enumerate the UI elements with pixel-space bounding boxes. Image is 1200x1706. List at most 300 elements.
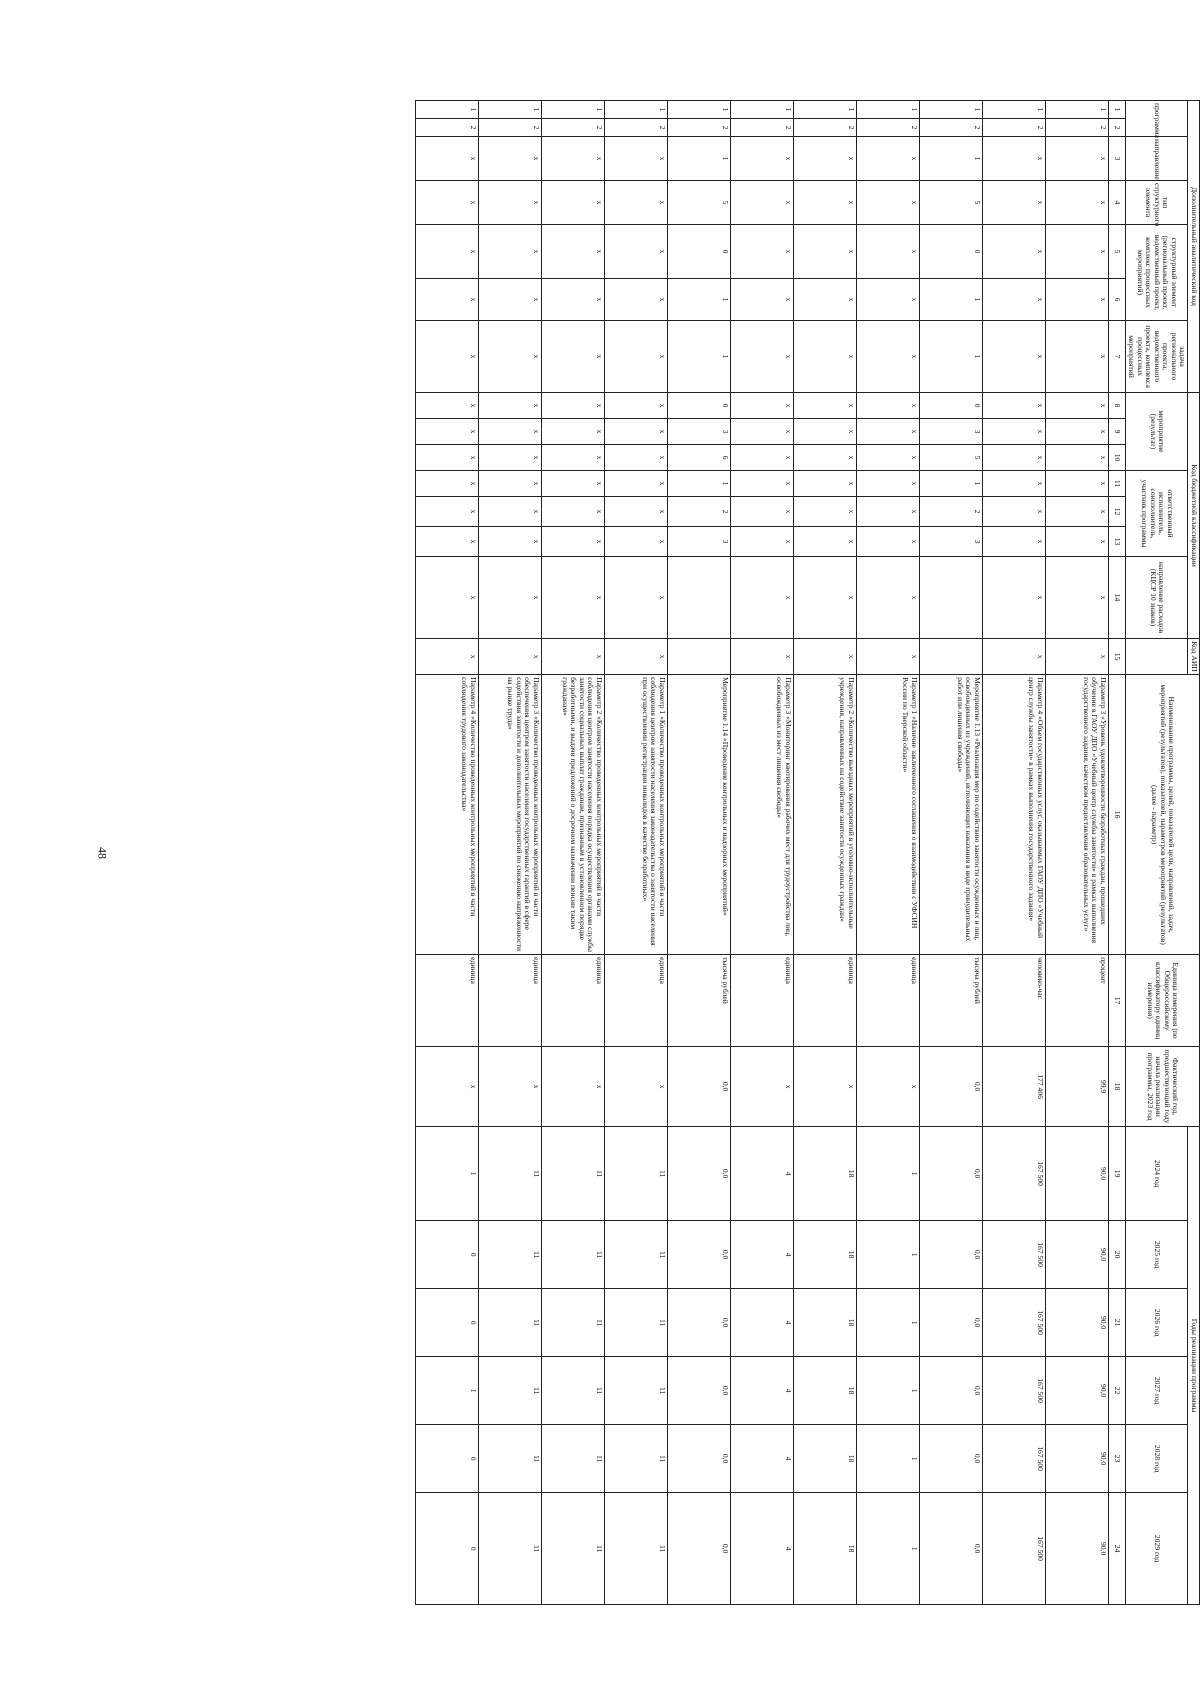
rotated-table-wrapper (180, 100, 1200, 1590)
code-cell: х (1046, 497, 1109, 527)
code-cell: х (983, 527, 1046, 557)
code-cell: х (479, 527, 542, 557)
code-cell: х (479, 557, 542, 639)
row-name: Параметр 3 «Уровень удовлетворенности безработных граждан, прошедших обучение в ГАОУ ДПО «Учебный центр службы занятости» в рамках выполнения государственного задания, качеством предоставления образовательных услуг» (1046, 675, 1109, 955)
code-cell: х (479, 497, 542, 527)
header-struct-type: тип структурного элемента (1126, 181, 1189, 225)
year-value: 0,0 (668, 1221, 731, 1289)
code-cell: 6 (668, 445, 731, 471)
year-value: 4 (731, 1289, 794, 1357)
column-number: 9 (1109, 419, 1126, 445)
code-cell: х (542, 445, 605, 471)
code-cell: х (794, 181, 857, 225)
code-cell: 2 (920, 497, 983, 527)
code-cell: х (416, 639, 479, 675)
code-cell: х (857, 137, 920, 181)
year-value: 0 (416, 1425, 479, 1493)
code-cell: х (983, 445, 1046, 471)
table-row (416, 101, 479, 1605)
code-cell: х (1046, 393, 1109, 419)
code-cell: х (857, 557, 920, 639)
code-cell: х (983, 393, 1046, 419)
code-cell: х (605, 497, 668, 527)
header-measure: мероприятие (результат) (1126, 393, 1189, 471)
code-cell: х (731, 557, 794, 639)
year-value: 11 (605, 1425, 668, 1493)
code-cell: х (857, 471, 920, 497)
code-cell: х (479, 137, 542, 181)
code-cell: х (731, 225, 794, 279)
code-cell: х (479, 321, 542, 393)
year-value: 90,0 (1046, 1425, 1109, 1493)
code-cell: х (731, 279, 794, 321)
header-year-2027: 2027 год (1126, 1357, 1189, 1425)
year-value: 11 (605, 1289, 668, 1357)
code-cell: х (983, 225, 1046, 279)
code-cell: х (416, 471, 479, 497)
code-cell: х (983, 137, 1046, 181)
code-cell: х (983, 181, 1046, 225)
code-cell: 1 (668, 279, 731, 321)
column-number: 24 (1109, 1493, 1126, 1605)
code-cell: х (1046, 225, 1109, 279)
code-cell: х (542, 137, 605, 181)
code-cell: 1 (920, 279, 983, 321)
year-value: 18 (794, 1357, 857, 1425)
fact-value: 177 406 (983, 1047, 1046, 1127)
unit-cell: процент (1046, 955, 1109, 1047)
column-number: 8 (1109, 393, 1126, 419)
code-cell: х (794, 419, 857, 445)
code-cell: 2 (731, 119, 794, 137)
code-cell (920, 639, 983, 675)
code-cell: х (479, 225, 542, 279)
year-value: 1 (857, 1493, 920, 1605)
code-cell: х (416, 419, 479, 445)
column-number: 16 (1109, 675, 1126, 955)
table-row (731, 101, 794, 1605)
code-cell: х (542, 225, 605, 279)
code-cell: х (983, 557, 1046, 639)
column-number: 17 (1109, 955, 1126, 1047)
row-name: Параметр 4 «Объем государственных услуг, оказываемых ГАОУ ДПО «Учебный центр службы занятости» в рамках выполнения государственного задания» (983, 675, 1046, 955)
year-value: 4 (731, 1425, 794, 1493)
year-value: 11 (605, 1357, 668, 1425)
column-number: 1 (1109, 101, 1126, 119)
column-number: 20 (1109, 1221, 1126, 1289)
row-name: Параметр 4 «Количество проведенных контрольных мероприятий в части соблюдения трудового законодательства» (416, 675, 479, 955)
year-value: 0,0 (668, 1289, 731, 1357)
year-value: 11 (542, 1425, 605, 1493)
code-cell: х (857, 527, 920, 557)
header-year-2026: 2026 год (1126, 1289, 1189, 1357)
code-cell: х (1046, 471, 1109, 497)
year-value: 4 (731, 1493, 794, 1605)
unit-cell: тысяча рублей (668, 955, 731, 1047)
year-value: 11 (542, 1493, 605, 1605)
code-cell: х (416, 137, 479, 181)
code-cell: х (857, 321, 920, 393)
code-cell: х (605, 279, 668, 321)
column-number: 12 (1109, 497, 1126, 527)
unit-cell: единица (731, 955, 794, 1047)
fact-value: х (479, 1047, 542, 1127)
unit-cell: человеко-час (983, 955, 1046, 1047)
code-cell: 5 (920, 445, 983, 471)
table-row (479, 101, 542, 1605)
table-row (857, 101, 920, 1605)
code-cell: 1 (920, 471, 983, 497)
code-cell: 1 (920, 101, 983, 119)
code-cell: х (983, 321, 1046, 393)
code-cell: 1 (983, 101, 1046, 119)
code-cell: х (416, 497, 479, 527)
code-cell: х (794, 471, 857, 497)
year-value: 1 (857, 1289, 920, 1357)
fact-value: х (794, 1047, 857, 1127)
row-name: Параметр 3 «Мониторинг квотирования рабочих мест для трудоустройства лиц, освобожденных из мест лишения свободы» (731, 675, 794, 955)
code-cell: х (731, 497, 794, 527)
row-name: Параметр 2 «Количество проведенных контрольных мероприятий в части соблюдения центром занятости населения порядка осуществления органами службы занятости социальных выплат гражданам, признанным в установленном порядке безработными, и выдачи предложений о досрочном назначении пенсии таким гражданам» (542, 675, 605, 955)
code-cell: х (731, 393, 794, 419)
code-cell: 1 (920, 137, 983, 181)
code-cell: х (605, 557, 668, 639)
column-number: 6 (1109, 279, 1126, 321)
code-cell: х (542, 471, 605, 497)
year-value: 0,0 (920, 1289, 983, 1357)
header-aip-empty (1126, 639, 1189, 675)
year-value: 167 500 (983, 1357, 1046, 1425)
year-value: 11 (479, 1425, 542, 1493)
fact-value: х (731, 1047, 794, 1127)
table-row (605, 101, 668, 1605)
column-number: 3 (1109, 137, 1126, 181)
code-cell: х (542, 393, 605, 419)
code-cell: 3 (668, 527, 731, 557)
code-cell: х (794, 279, 857, 321)
code-cell: 2 (983, 119, 1046, 137)
year-value: 167 500 (983, 1425, 1046, 1493)
year-value: 90,0 (1046, 1289, 1109, 1357)
header-name: Наименование программы, целей, показателей цели, направлений, задач, мероприятий (результатов), показателей, параметров мероприятий (результатов) (далее - параметр) (1126, 675, 1200, 955)
fact-value: х (605, 1047, 668, 1127)
year-value: 0,0 (668, 1357, 731, 1425)
code-cell: 2 (668, 119, 731, 137)
code-cell: 0 (920, 393, 983, 419)
year-value: 90,0 (1046, 1221, 1109, 1289)
header-fact-year: Фактический год, предшествующий году начала реализации программы, 2023 год (1126, 1047, 1200, 1127)
unit-cell: единица (479, 955, 542, 1047)
column-number-row (1109, 101, 1126, 1605)
column-number: 11 (1109, 471, 1126, 497)
code-cell: х (1046, 557, 1109, 639)
code-cell: х (416, 527, 479, 557)
header-direction: направление (1126, 137, 1189, 181)
header-unit: Единица измерения (по Общероссийскому классификатору единиц измерения) (1126, 955, 1200, 1047)
year-value: 167 500 (983, 1221, 1046, 1289)
unit-cell: единица (605, 955, 668, 1047)
year-value: 1 (416, 1127, 479, 1221)
code-cell: 0 (668, 225, 731, 279)
code-cell: х (983, 471, 1046, 497)
column-number: 21 (1109, 1289, 1126, 1357)
code-cell: х (794, 225, 857, 279)
year-value: 0 (416, 1289, 479, 1357)
code-cell: х (794, 321, 857, 393)
code-cell: х (542, 419, 605, 445)
table-row (1046, 101, 1109, 1605)
header-task: задача регионального проекта, ведомственного проекта, комплекса процессных мероприятий (1126, 321, 1189, 393)
code-cell: х (416, 279, 479, 321)
year-value: 0,0 (920, 1221, 983, 1289)
unit-cell: единица (857, 955, 920, 1047)
fact-value: 99,9 (1046, 1047, 1109, 1127)
code-cell: х (731, 321, 794, 393)
code-cell: 5 (920, 181, 983, 225)
code-cell: х (542, 321, 605, 393)
code-cell: х (479, 181, 542, 225)
year-value: 0,0 (668, 1425, 731, 1493)
year-value: 4 (731, 1221, 794, 1289)
code-cell: 2 (416, 119, 479, 137)
year-value: 0,0 (920, 1127, 983, 1221)
column-number: 23 (1109, 1425, 1126, 1493)
year-value: 0,0 (668, 1127, 731, 1221)
year-value: 1 (857, 1425, 920, 1493)
table-body (416, 101, 1126, 1605)
year-value: 11 (542, 1221, 605, 1289)
year-value: 11 (605, 1493, 668, 1605)
code-cell: х (542, 497, 605, 527)
year-value: 11 (542, 1357, 605, 1425)
row-name: Параметр 2 «Количество выездных мероприятий в уголовно-исполнительные учреждения, направленных на содействие занятости осужденных граждан» (794, 675, 857, 955)
unit-cell: единица (794, 955, 857, 1047)
code-cell: х (794, 137, 857, 181)
column-number: 18 (1109, 1047, 1126, 1127)
header-year-2025: 2025 год (1126, 1221, 1189, 1289)
code-cell: х (731, 527, 794, 557)
code-cell: х (983, 279, 1046, 321)
code-cell: х (794, 527, 857, 557)
year-value: 11 (542, 1127, 605, 1221)
table-row (668, 101, 731, 1605)
code-cell: х (479, 393, 542, 419)
code-cell: х (1046, 527, 1109, 557)
fact-value: х (416, 1047, 479, 1127)
code-cell: х (416, 393, 479, 419)
code-cell: х (605, 393, 668, 419)
year-value: 1 (416, 1357, 479, 1425)
code-cell: х (794, 445, 857, 471)
header-program: программа (1126, 101, 1189, 137)
year-value: 167 500 (983, 1493, 1046, 1605)
code-cell: х (479, 445, 542, 471)
column-number: 13 (1109, 527, 1126, 557)
fact-value: х (542, 1047, 605, 1127)
code-cell: х (794, 639, 857, 675)
code-cell: х (983, 639, 1046, 675)
year-value: 18 (794, 1425, 857, 1493)
code-cell: х (1046, 279, 1109, 321)
code-cell: х (1046, 639, 1109, 675)
code-cell: х (857, 279, 920, 321)
year-value: 90,0 (1046, 1127, 1109, 1221)
year-value: 11 (479, 1357, 542, 1425)
column-number: 7 (1109, 321, 1126, 393)
fact-value: 0,0 (668, 1047, 731, 1127)
year-value: 0,0 (920, 1493, 983, 1605)
code-cell: 2 (542, 119, 605, 137)
code-cell: х (731, 419, 794, 445)
code-cell: 1 (605, 101, 668, 119)
code-cell: 1 (731, 101, 794, 119)
code-cell: 3 (920, 527, 983, 557)
code-cell: х (794, 497, 857, 527)
column-number: 14 (1109, 557, 1126, 639)
fact-value: 0,0 (920, 1047, 983, 1127)
code-cell: х (605, 181, 668, 225)
year-value: 4 (731, 1357, 794, 1425)
year-value: 18 (794, 1289, 857, 1357)
table-row (794, 101, 857, 1605)
code-cell: 2 (668, 497, 731, 527)
code-cell: 1 (479, 101, 542, 119)
code-cell (920, 557, 983, 639)
code-cell: х (857, 393, 920, 419)
code-cell: х (983, 497, 1046, 527)
code-cell: х (731, 181, 794, 225)
year-value: 90,0 (1046, 1493, 1109, 1605)
code-cell: 1 (416, 101, 479, 119)
code-cell: х (794, 557, 857, 639)
code-cell: х (416, 225, 479, 279)
code-cell: х (605, 225, 668, 279)
code-cell: х (416, 557, 479, 639)
code-cell: 3 (668, 419, 731, 445)
table-row (542, 101, 605, 1605)
fact-value: х (857, 1047, 920, 1127)
row-name: Параметр 3 «Количество проведенных контрольных мероприятий в части обеспечения центром занятости населения государственных гарантий в сфере содействия занятости и дополнительных мероприятий по снижению напряженности на рынке труда» (479, 675, 542, 955)
year-value: 0 (416, 1493, 479, 1605)
year-value: 11 (479, 1127, 542, 1221)
code-cell: 1 (668, 101, 731, 119)
code-cell: 2 (857, 119, 920, 137)
program-table (415, 100, 1200, 1605)
unit-cell: тысяча рублей (920, 955, 983, 1047)
column-number: 2 (1109, 119, 1126, 137)
code-cell: 1 (857, 101, 920, 119)
code-cell: х (1046, 181, 1109, 225)
code-cell: х (731, 137, 794, 181)
code-cell: х (542, 181, 605, 225)
header-executor: ответственный исполнитель, соисполнитель, участник программы (1126, 471, 1189, 557)
code-cell: х (857, 419, 920, 445)
header-year-2024: 2024 год (1126, 1127, 1189, 1221)
code-cell: х (1046, 419, 1109, 445)
year-value: 18 (794, 1221, 857, 1289)
column-number: 4 (1109, 181, 1126, 225)
year-value: 4 (731, 1127, 794, 1221)
year-value: 0,0 (920, 1425, 983, 1493)
header-year-2028: 2028 год (1126, 1425, 1189, 1493)
year-value: 167 500 (983, 1289, 1046, 1357)
code-cell: х (605, 639, 668, 675)
code-cell: х (857, 181, 920, 225)
code-cell: х (416, 445, 479, 471)
column-number: 5 (1109, 225, 1126, 279)
code-cell: х (479, 639, 542, 675)
column-number: 19 (1109, 1127, 1126, 1221)
header-struct-elem: структурный элемент (региональный проект, ведомственный проект, комплекс процессных мероприятий) (1126, 225, 1189, 321)
header-aip-code: Код АИП (1188, 639, 1200, 675)
code-cell: 2 (794, 119, 857, 137)
year-value: 11 (542, 1289, 605, 1357)
year-value: 0 (416, 1221, 479, 1289)
page-number: 48 (95, 847, 110, 859)
code-cell: х (479, 279, 542, 321)
code-cell: 2 (920, 119, 983, 137)
code-cell: х (605, 419, 668, 445)
code-cell: х (731, 639, 794, 675)
header-years: Годы реализации программы (1188, 1127, 1200, 1605)
code-cell: х (731, 471, 794, 497)
year-value: 11 (479, 1221, 542, 1289)
year-value: 1 (857, 1357, 920, 1425)
row-name: Параметр 1 «Количество проведенных контрольных мероприятий в части соблюдения центром занятости населения законодательства о занятости населения при осуществлении регистрации инвалидов в качестве безработных» (605, 675, 668, 955)
code-cell: 2 (605, 119, 668, 137)
year-value: 0,0 (668, 1493, 731, 1605)
code-cell: 1 (668, 321, 731, 393)
header-year-2029: 2029 год (1126, 1493, 1189, 1605)
code-cell: х (542, 557, 605, 639)
code-cell (668, 557, 731, 639)
code-cell: х (416, 321, 479, 393)
code-cell: х (416, 181, 479, 225)
code-cell: 5 (668, 181, 731, 225)
code-cell: х (542, 279, 605, 321)
code-cell: х (1046, 137, 1109, 181)
code-cell: 0 (920, 225, 983, 279)
unit-cell: единица (542, 955, 605, 1047)
code-cell: 1 (668, 471, 731, 497)
unit-cell: единица (416, 955, 479, 1047)
header-budget-code: Код бюджетной классификации (1188, 393, 1200, 639)
code-cell: х (479, 419, 542, 445)
year-value: 18 (794, 1127, 857, 1221)
code-cell: х (479, 471, 542, 497)
code-cell: х (542, 639, 605, 675)
code-cell: 1 (542, 101, 605, 119)
column-number: 22 (1109, 1357, 1126, 1425)
row-name: Параметр 1 «Наличие заключенного соглашения о взаимодействии с УФСИН России по Тверской области» (857, 675, 920, 955)
code-cell: 1 (668, 137, 731, 181)
table-row (920, 101, 983, 1605)
header-expense: направление расходов (КЦСР 10 знаков) (1126, 557, 1189, 639)
row-name: Мероприятие 1.13 «Реализация мер по содействию занятости осужденных и лиц, освобожденных из учреждений, исполняющих наказания в виде принудительных работ или лишения свободы» (920, 675, 983, 955)
year-value: 11 (479, 1289, 542, 1357)
year-value: 11 (605, 1127, 668, 1221)
code-cell: 3 (920, 419, 983, 445)
code-cell: х (857, 225, 920, 279)
year-value: 90,0 (1046, 1357, 1109, 1425)
code-cell: 2 (1046, 119, 1109, 137)
year-value: 1 (857, 1127, 920, 1221)
table-row (983, 101, 1046, 1605)
year-value: 11 (605, 1221, 668, 1289)
code-cell: х (857, 445, 920, 471)
code-cell: х (542, 527, 605, 557)
code-cell: х (605, 137, 668, 181)
